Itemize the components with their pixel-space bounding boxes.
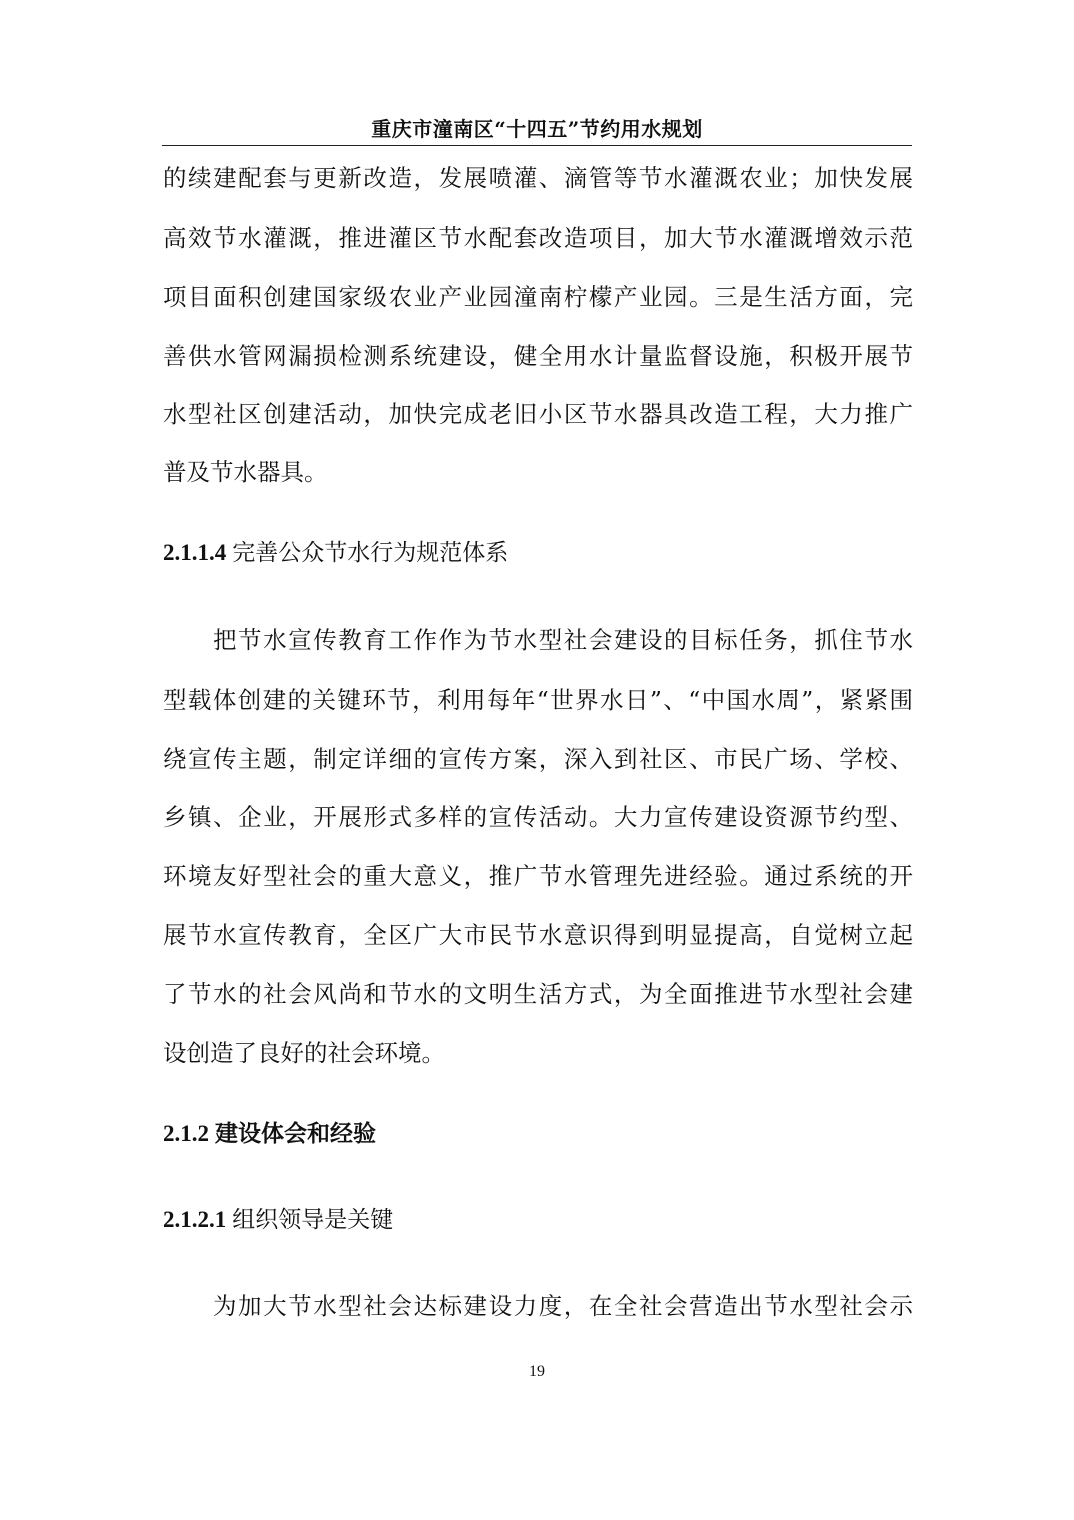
section-heading-2-1-2 bbox=[163, 1118, 376, 1150]
paragraph-1-line-3: 项目面积创建国家级农业产业园潼南柠檬产业园。三是生活方面，完 bbox=[163, 283, 913, 311]
page-number: 19 bbox=[529, 1363, 545, 1380]
section-number: 2.1.2.1 bbox=[163, 1207, 227, 1232]
section-number: 2.1.1.4 bbox=[163, 540, 227, 565]
section-title: 组织领导是关键 bbox=[232, 1207, 394, 1233]
paragraph-3-line-1: 为加大节水型社会达标建设力度，在全社会营造出节水型社会示 bbox=[213, 1292, 913, 1320]
section-heading-2-1-2-1 bbox=[163, 1204, 393, 1236]
section-title: 完善公众节水行为规范体系 bbox=[232, 540, 509, 566]
section-number: 2.1.2 bbox=[163, 1121, 209, 1146]
paragraph-1-line-6: 普及节水器具。 bbox=[163, 458, 328, 486]
paragraph-1-line-2: 高效节水灌溉，推进灌区节水配套改造项目，加大节水灌溉增效示范 bbox=[163, 224, 913, 252]
header-rule bbox=[162, 145, 912, 146]
paragraph-2-line-7: 了节水的社会风尚和节水的文明生活方式，为全面推进节水型社会建 bbox=[163, 980, 913, 1008]
section-title: 建设体会和经验 bbox=[215, 1120, 376, 1147]
paragraph-2-line-2: 型载体创建的关键环节，利用每年“世界水日”、“中国水周”，紧紧围 bbox=[163, 686, 913, 714]
paragraph-2-line-4: 乡镇、企业，开展形式多样的宣传活动。大力宣传建设资源节约型、 bbox=[163, 803, 913, 831]
paragraph-1-line-4: 善供水管网漏损检测系统建设，健全用水计量监督设施，积极开展节 bbox=[163, 342, 913, 370]
section-heading-2-1-1-4 bbox=[163, 537, 508, 569]
paragraph-2-line-8: 设创造了良好的社会环境。 bbox=[163, 1039, 445, 1067]
paragraph-2-line-1: 把节水宣传教育工作作为节水型社会建设的目标任务，抓住节水 bbox=[213, 626, 913, 654]
paragraph-2-line-5: 环境友好型社会的重大意义，推广节水管理先进经验。通过系统的开 bbox=[163, 862, 913, 890]
paragraph-1-line-5: 水型社区创建活动，加快完成老旧小区节水器具改造工程，大力推广 bbox=[163, 400, 913, 428]
paragraph-1-line-1: 的续建配套与更新改造，发展喷灌、滴管等节水灌溉农业；加快发展 bbox=[163, 164, 913, 192]
paragraph-2-line-3: 绕宣传主题，制定详细的宣传方案，深入到社区、市民广场、学校、 bbox=[163, 745, 913, 773]
paragraph-2-line-6: 展节水宣传教育，全区广大市民节水意识得到明显提高，自觉树立起 bbox=[163, 921, 913, 949]
page-header-title: 重庆市潼南区“十四五”节约用水规划 bbox=[371, 117, 703, 141]
